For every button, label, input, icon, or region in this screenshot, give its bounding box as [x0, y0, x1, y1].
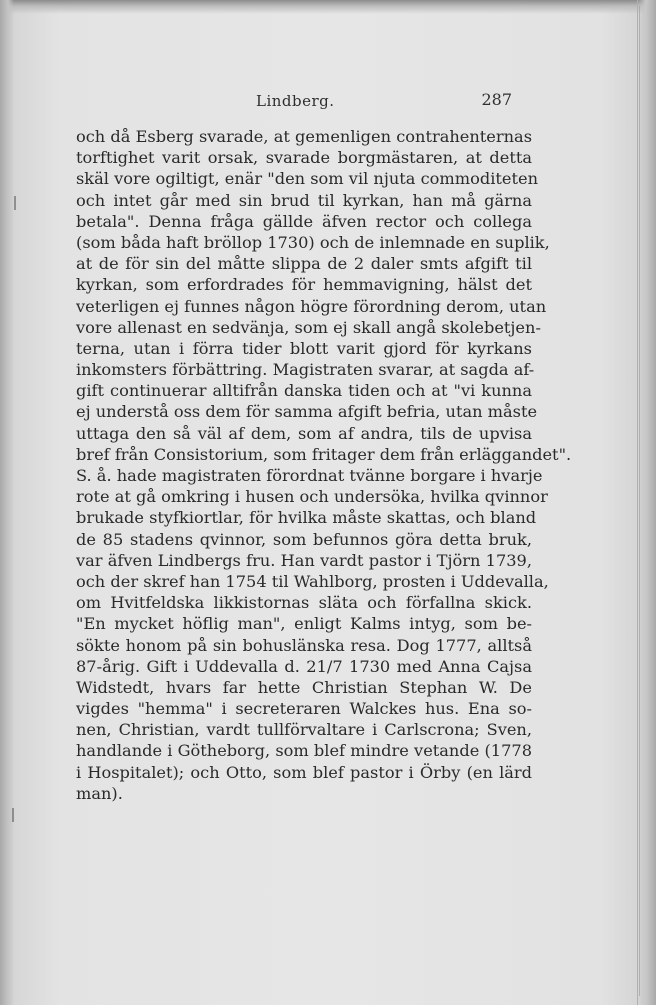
margin-mark	[12, 808, 14, 822]
page-top-shadow	[0, 0, 656, 14]
text-line: och der skref han 1754 til Wahlborg, prosten i Uddevalla,	[76, 571, 549, 591]
running-head: Lindberg.	[256, 92, 335, 110]
text-line: handlande i Götheborg, som blef mindre vetande (1778	[76, 741, 532, 761]
text-line: sökte honom på sin bohuslänska resa. Dog 1777, alltså	[76, 635, 532, 655]
text-line: och intet går med sin brud til kyrkan, han må gärna	[76, 190, 532, 210]
page-header	[76, 90, 532, 114]
text-line: Widstedt, hvars far hette Christian Stephan W. De	[76, 677, 532, 697]
page-number: 287	[481, 90, 512, 109]
text-line: kyrkan, som erfordrades för hemmavigning, hälst det	[76, 275, 532, 295]
page-left-edge	[0, 0, 14, 1005]
text-line: at de för sin del måtte slippa de 2 daler smts afgift til	[76, 254, 532, 274]
text-line: brukade styfkiortlar, för hvilka måste skattas, och bland	[76, 508, 537, 528]
text-line: "En mycket höflig man", enligt Kalms intyg, som be-	[76, 614, 532, 634]
text-line: torftighet varit orsak, svarade borgmästaren, at detta	[76, 148, 532, 168]
text-line: vigdes "hemma" i secreteraren Walckes hus. Ena so-	[76, 699, 532, 719]
text-line: ej understå oss dem för samma afgift befria, utan måste	[76, 402, 538, 422]
text-line: de 85 stadens qvinnor, som befunnos göra detta bruk,	[76, 529, 532, 549]
text-line: i Hospitalet); och Otto, som blef pastor i Örby (en lärd	[76, 762, 532, 782]
text-line: rote at gå omkring i husen och undersöka, hvilka qvinnor	[76, 487, 548, 507]
text-line: 87-årig. Gift i Uddevalla d. 21/7 1730 med Anna Cajsa	[76, 656, 532, 676]
text-line: terna, utan i förra tider blott varit gjord för kyrkans	[76, 338, 532, 358]
text-line: var äfven Lindbergs fru. Han vardt pastor i Tjörn 1739,	[76, 550, 532, 570]
text-line: S. å. hade magistraten förordnat tvänne borgare i hvarje	[76, 466, 543, 485]
text-line: gift continuerar alltifrån danska tiden och at "vi kunna	[76, 381, 532, 401]
text-line: skäl vore ogiltigt, enär "den som vil njuta commoditeten	[76, 169, 538, 189]
text-line: betala". Denna fråga gällde äfven rector och collega	[76, 211, 532, 231]
page-fold-line	[639, 6, 640, 996]
body-text	[76, 126, 572, 804]
text-line: vore allenast en sedvänja, som ej skall angå skolebetjen-	[76, 317, 541, 337]
margin-mark	[14, 196, 16, 210]
text-line: nen, Christian, vardt tullförvaltare i Carlscrona; Sven,	[76, 720, 532, 740]
text-line: bref från Consistorium, som fritager dem från erläggandet".	[76, 444, 572, 464]
text-line: och då Esberg svarade, at gemenligen contrahenternas	[76, 127, 532, 146]
text-line: man).	[76, 783, 123, 803]
text-line: inkomsters förbättring. Magistraten svarar, at sagda af-	[76, 360, 535, 380]
text-line: uttaga den så väl af dem, som af andra, tils de upvisa	[76, 423, 532, 443]
text-line: veterligen ej funnes någon högre förordning derom, utan	[76, 296, 547, 316]
text-line: om Hvitfeldska likkistornas släta och förfallna skick.	[76, 593, 532, 613]
text-line: (som båda haft bröllop 1730) och de inlemnade en suplik,	[76, 232, 550, 252]
